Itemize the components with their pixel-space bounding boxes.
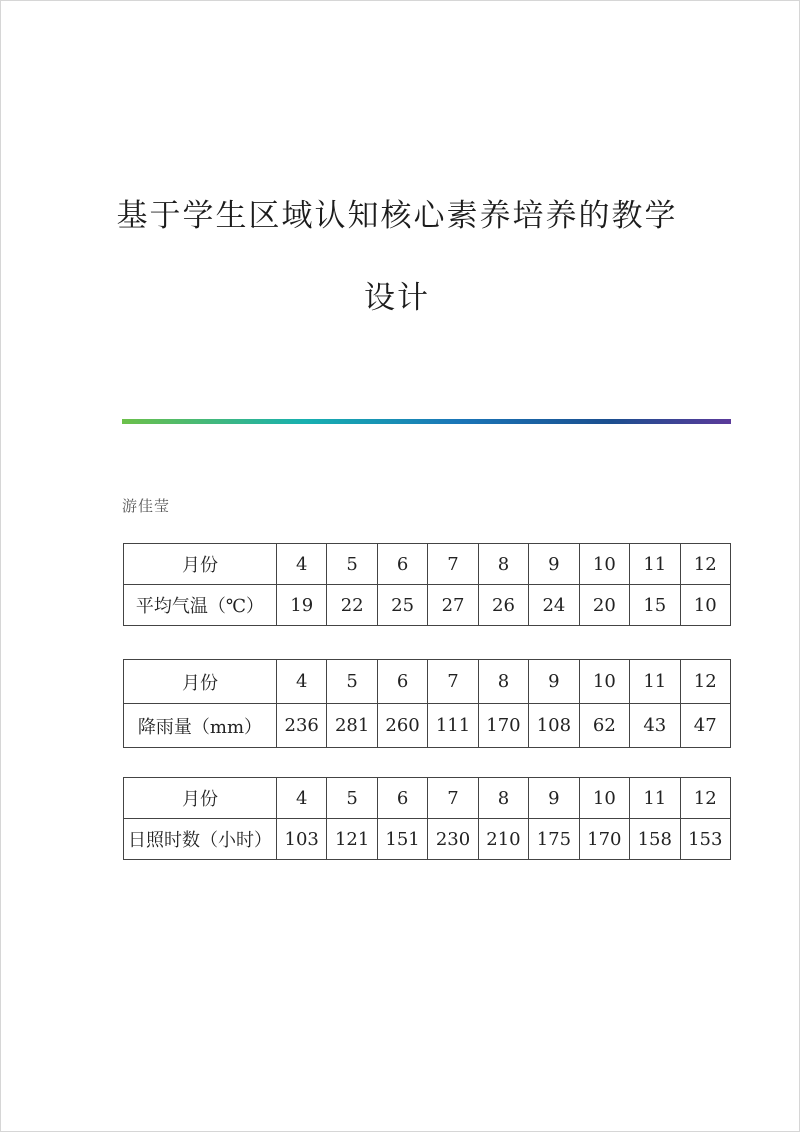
table-header-row bbox=[124, 660, 731, 704]
month-cell: 9 bbox=[529, 660, 579, 704]
table-header-row bbox=[124, 778, 731, 819]
sunshine-table bbox=[123, 777, 731, 860]
value-cell: 62 bbox=[579, 704, 629, 748]
month-cell: 10 bbox=[579, 660, 629, 704]
value-cell: 111 bbox=[428, 704, 478, 748]
month-cell: 6 bbox=[377, 778, 427, 819]
header-label: 月份 bbox=[124, 544, 277, 585]
month-cell: 9 bbox=[529, 544, 579, 585]
value-cell: 108 bbox=[529, 704, 579, 748]
row-label: 日照时数（小时） bbox=[124, 819, 277, 860]
value-cell: 10 bbox=[680, 585, 731, 626]
header-label: 月份 bbox=[124, 778, 277, 819]
value-cell: 158 bbox=[630, 819, 680, 860]
month-cell: 10 bbox=[579, 778, 629, 819]
row-label: 降雨量（mm） bbox=[124, 704, 277, 748]
month-cell: 4 bbox=[277, 660, 327, 704]
value-cell: 24 bbox=[529, 585, 579, 626]
row-label: 平均气温（℃） bbox=[124, 585, 277, 626]
rainfall-table bbox=[123, 659, 731, 748]
month-cell: 5 bbox=[327, 660, 377, 704]
value-cell: 15 bbox=[630, 585, 680, 626]
month-cell: 12 bbox=[680, 660, 731, 704]
month-cell: 9 bbox=[529, 778, 579, 819]
month-cell: 7 bbox=[428, 778, 478, 819]
document-title-line1: 基于学生区域认知核心素养培养的教学 bbox=[116, 198, 678, 234]
month-cell: 8 bbox=[478, 544, 528, 585]
table-row bbox=[124, 585, 731, 626]
month-cell: 11 bbox=[630, 544, 680, 585]
value-cell: 153 bbox=[680, 819, 731, 860]
value-cell: 19 bbox=[277, 585, 327, 626]
month-cell: 7 bbox=[428, 544, 478, 585]
month-cell: 5 bbox=[327, 778, 377, 819]
header-label: 月份 bbox=[124, 660, 277, 704]
value-cell: 260 bbox=[377, 704, 427, 748]
month-cell: 7 bbox=[428, 660, 478, 704]
value-cell: 26 bbox=[478, 585, 528, 626]
month-cell: 8 bbox=[478, 778, 528, 819]
value-cell: 236 bbox=[277, 704, 327, 748]
value-cell: 25 bbox=[377, 585, 427, 626]
value-cell: 47 bbox=[680, 704, 731, 748]
month-cell: 6 bbox=[377, 660, 427, 704]
month-cell: 12 bbox=[680, 544, 731, 585]
value-cell: 170 bbox=[478, 704, 528, 748]
value-cell: 27 bbox=[428, 585, 478, 626]
value-cell: 175 bbox=[529, 819, 579, 860]
temperature-table bbox=[123, 543, 731, 626]
month-cell: 5 bbox=[327, 544, 377, 585]
month-cell: 6 bbox=[377, 544, 427, 585]
month-cell: 4 bbox=[277, 544, 327, 585]
month-cell: 11 bbox=[630, 778, 680, 819]
value-cell: 22 bbox=[327, 585, 377, 626]
month-cell: 12 bbox=[680, 778, 731, 819]
month-cell: 4 bbox=[277, 778, 327, 819]
month-cell: 10 bbox=[579, 544, 629, 585]
month-cell: 8 bbox=[478, 660, 528, 704]
value-cell: 121 bbox=[327, 819, 377, 860]
value-cell: 151 bbox=[377, 819, 427, 860]
value-cell: 230 bbox=[428, 819, 478, 860]
document-title-line2: 设计 bbox=[364, 280, 430, 316]
value-cell: 281 bbox=[327, 704, 377, 748]
value-cell: 43 bbox=[630, 704, 680, 748]
table-row bbox=[124, 704, 731, 748]
table-header-row bbox=[124, 544, 731, 585]
table-row bbox=[124, 819, 731, 860]
value-cell: 103 bbox=[277, 819, 327, 860]
value-cell: 170 bbox=[579, 819, 629, 860]
author-name: 游佳莹 bbox=[122, 497, 171, 515]
month-cell: 11 bbox=[630, 660, 680, 704]
title-divider bbox=[122, 419, 731, 424]
value-cell: 20 bbox=[579, 585, 629, 626]
value-cell: 210 bbox=[478, 819, 528, 860]
